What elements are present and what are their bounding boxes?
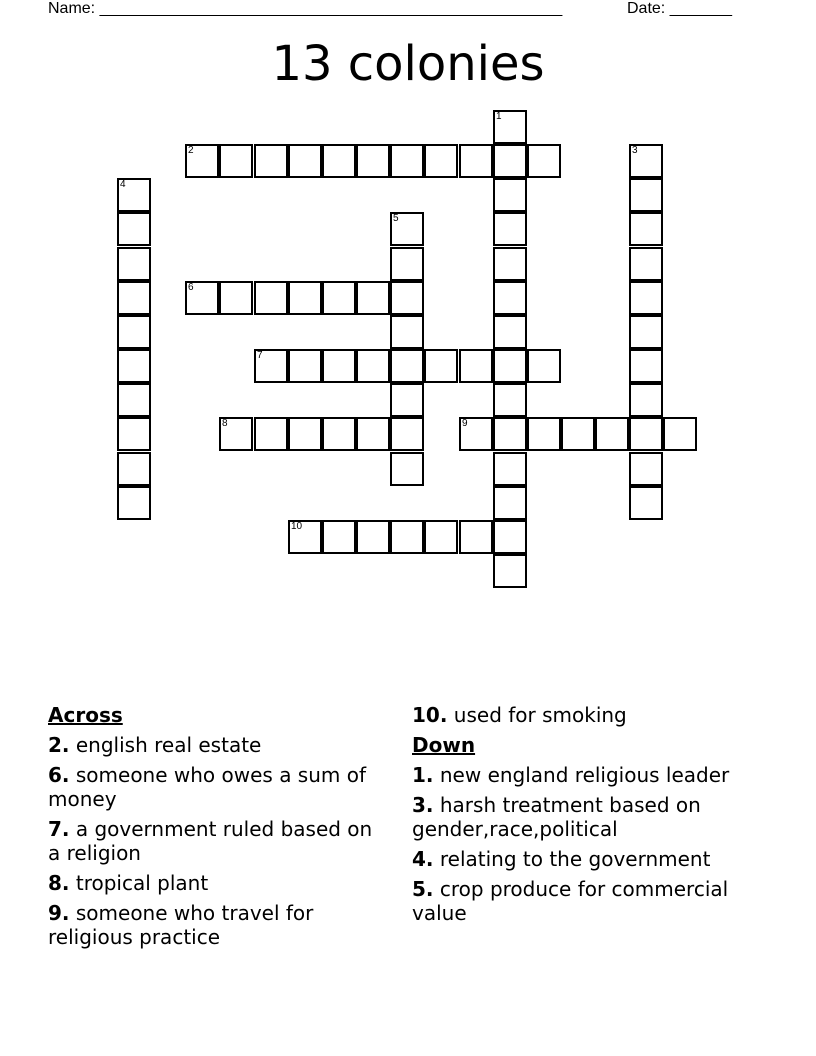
down-heading: Down <box>412 733 476 757</box>
grid-cell[interactable] <box>390 144 424 178</box>
clue-text: tropical plant <box>75 871 209 895</box>
grid-cell[interactable] <box>117 349 151 383</box>
grid-cell[interactable] <box>629 281 663 315</box>
clue-text: a government ruled based on a religion <box>48 817 373 865</box>
cell-number: 7 <box>257 350 263 361</box>
grid-cell[interactable] <box>356 349 390 383</box>
grid-cell[interactable] <box>493 383 527 417</box>
grid-cell[interactable] <box>493 554 527 588</box>
clue-text: new england religious leader <box>439 763 730 787</box>
cell-number: 2 <box>188 145 194 156</box>
clues-left-column <box>48 703 388 955</box>
grid-cell[interactable] <box>117 315 151 349</box>
grid-cell[interactable] <box>629 417 663 451</box>
grid-cell[interactable] <box>424 144 458 178</box>
grid-cell[interactable] <box>390 281 424 315</box>
grid-cell[interactable] <box>117 452 151 486</box>
grid-cell[interactable] <box>117 383 151 417</box>
grid-cell[interactable] <box>390 417 424 451</box>
clue-text: harsh treatment based on gender,race,political <box>412 793 701 841</box>
grid-cell[interactable] <box>254 144 288 178</box>
grid-cell[interactable] <box>390 520 424 554</box>
grid-cell[interactable] <box>493 110 527 144</box>
grid-cell[interactable] <box>117 178 151 212</box>
grid-cell[interactable] <box>288 349 322 383</box>
grid-cell[interactable] <box>254 281 288 315</box>
grid-cell[interactable] <box>629 212 663 246</box>
clue-number: 1. <box>412 763 434 787</box>
clue-number: 7. <box>48 817 70 841</box>
clue-text: someone who owes a sum of money <box>48 763 367 811</box>
grid-cell[interactable] <box>254 349 288 383</box>
cell-number: 10 <box>291 521 303 532</box>
grid-cell[interactable] <box>219 281 253 315</box>
clue-down-4 <box>412 847 752 871</box>
grid-cell[interactable] <box>459 349 493 383</box>
grid-cell[interactable] <box>390 383 424 417</box>
grid-cell[interactable] <box>117 417 151 451</box>
clue-across-10 <box>412 703 752 727</box>
grid-cell[interactable] <box>322 281 356 315</box>
clue-text: english real estate <box>75 733 262 757</box>
grid-cell[interactable] <box>493 452 527 486</box>
clue-text: crop produce for commercial value <box>412 877 729 925</box>
cell-number: 6 <box>188 282 194 293</box>
grid-cell[interactable] <box>390 247 424 281</box>
cell-number: 3 <box>632 145 638 156</box>
clue-number: 6. <box>48 763 70 787</box>
grid-cell[interactable] <box>459 144 493 178</box>
grid-cell[interactable] <box>356 281 390 315</box>
grid-cell[interactable] <box>322 520 356 554</box>
grid-cell[interactable] <box>629 452 663 486</box>
clue-number: 4. <box>412 847 434 871</box>
grid-cell[interactable] <box>288 417 322 451</box>
cell-number: 8 <box>222 418 228 429</box>
across-heading: Across <box>48 703 123 727</box>
grid-cell[interactable] <box>117 247 151 281</box>
clue-text: used for smoking <box>453 703 627 727</box>
clue-down-1 <box>412 763 752 787</box>
grid-cell[interactable] <box>527 349 561 383</box>
grid-cell[interactable] <box>629 247 663 281</box>
grid-cell[interactable] <box>493 212 527 246</box>
grid-cell[interactable] <box>629 144 663 178</box>
grid-cell[interactable] <box>561 417 595 451</box>
grid-cell[interactable] <box>356 417 390 451</box>
grid-cell[interactable] <box>629 486 663 520</box>
clue-across-6 <box>48 763 388 811</box>
clue-number: 3. <box>412 793 434 817</box>
grid-cell[interactable] <box>424 520 458 554</box>
clue-across-7 <box>48 817 388 865</box>
grid-cell[interactable] <box>390 212 424 246</box>
grid-cell[interactable] <box>424 349 458 383</box>
grid-cell[interactable] <box>493 520 527 554</box>
clue-text: relating to the government <box>439 847 711 871</box>
grid-cell[interactable] <box>356 520 390 554</box>
grid-cell[interactable] <box>493 247 527 281</box>
grid-cell[interactable] <box>117 486 151 520</box>
grid-cell[interactable] <box>288 520 322 554</box>
date-field[interactable]: Date: _______ <box>627 0 732 17</box>
grid-cell[interactable] <box>527 144 561 178</box>
grid-cell[interactable] <box>117 281 151 315</box>
grid-cell[interactable] <box>288 144 322 178</box>
name-field[interactable]: Name: ____________________________________________________ <box>48 0 563 17</box>
clue-down-3 <box>412 793 752 841</box>
grid-cell[interactable] <box>288 281 322 315</box>
grid-cell[interactable] <box>459 520 493 554</box>
clue-number: 2. <box>48 733 70 757</box>
grid-cell[interactable] <box>390 349 424 383</box>
grid-cell[interactable] <box>219 417 253 451</box>
grid-cell[interactable] <box>390 452 424 486</box>
grid-cell[interactable] <box>493 486 527 520</box>
cell-number: 5 <box>393 213 399 224</box>
grid-cell[interactable] <box>356 144 390 178</box>
grid-cell[interactable] <box>493 281 527 315</box>
grid-cell[interactable] <box>322 144 356 178</box>
clue-number: 10. <box>412 703 448 727</box>
clue-across-8 <box>48 871 388 895</box>
grid-cell[interactable] <box>629 383 663 417</box>
grid-cell[interactable] <box>185 281 219 315</box>
grid-cell[interactable] <box>629 349 663 383</box>
clue-down-5 <box>412 877 752 925</box>
cell-number: 9 <box>462 418 468 429</box>
grid-cell[interactable] <box>185 144 219 178</box>
clue-number: 9. <box>48 901 70 925</box>
grid-cell[interactable] <box>629 178 663 212</box>
grid-cell[interactable] <box>117 212 151 246</box>
clue-number: 5. <box>412 877 434 901</box>
clue-across-2 <box>48 733 388 757</box>
clues-right-column <box>412 703 752 931</box>
grid-cell[interactable] <box>493 315 527 349</box>
grid-cell[interactable] <box>493 178 527 212</box>
grid-cell[interactable] <box>493 349 527 383</box>
cell-number: 4 <box>120 179 126 190</box>
clue-number: 8. <box>48 871 70 895</box>
grid-cell[interactable] <box>629 315 663 349</box>
grid-cell[interactable] <box>219 144 253 178</box>
clue-across-9 <box>48 901 388 949</box>
puzzle-title: 13 colonies <box>271 36 545 92</box>
cell-number: 1 <box>496 111 502 122</box>
grid-cell[interactable] <box>493 417 527 451</box>
clue-text: someone who travel for religious practice <box>48 901 314 949</box>
grid-cell[interactable] <box>663 417 697 451</box>
grid-cell[interactable] <box>595 417 629 451</box>
grid-cell[interactable] <box>322 349 356 383</box>
grid-cell[interactable] <box>390 315 424 349</box>
grid-cell[interactable] <box>493 144 527 178</box>
grid-cell[interactable] <box>527 417 561 451</box>
grid-cell[interactable] <box>459 417 493 451</box>
grid-cell[interactable] <box>254 417 288 451</box>
grid-cell[interactable] <box>322 417 356 451</box>
